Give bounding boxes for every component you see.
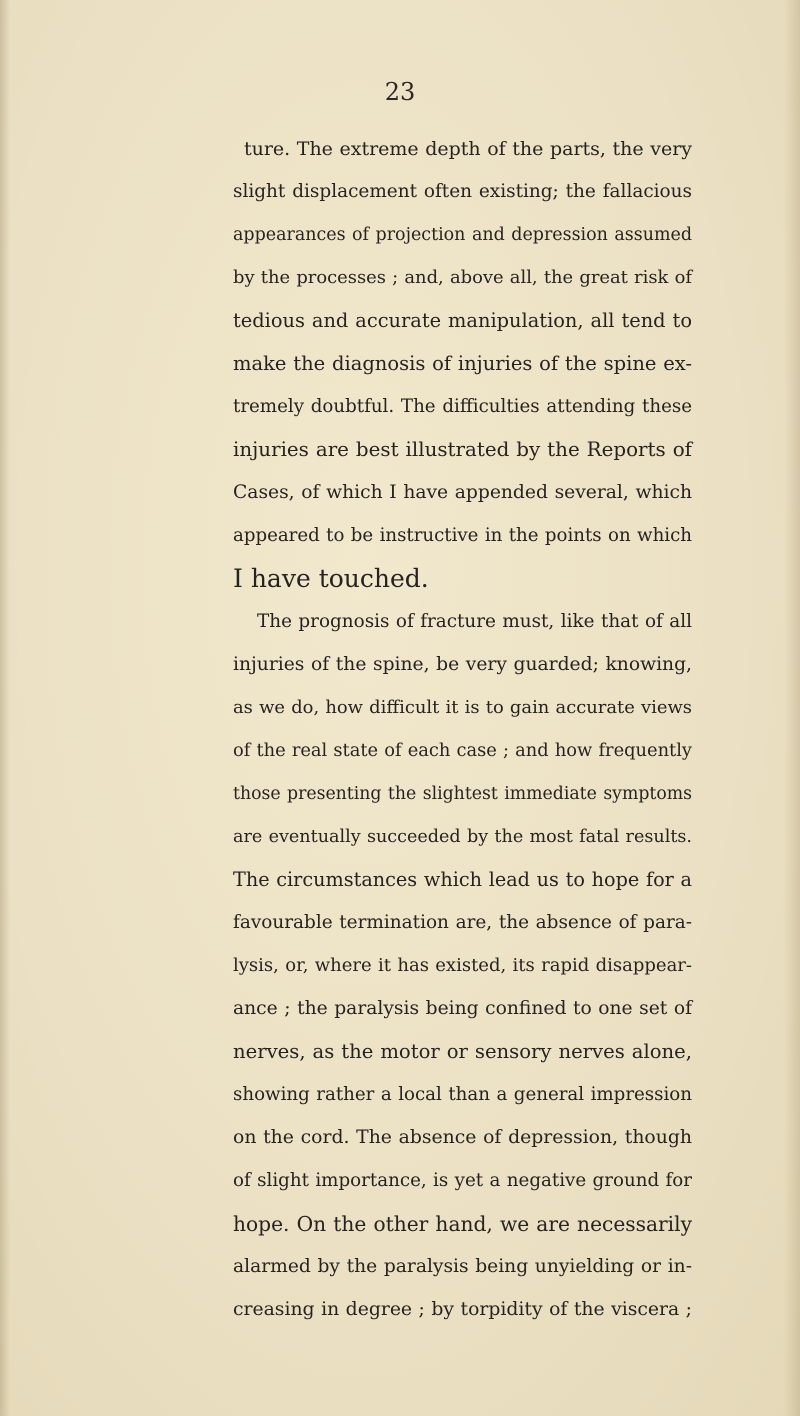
text-line: injuries of the spine, be very guarded; knowing, (233, 654, 692, 675)
text-line: Cases, of which I have appended several, which (233, 482, 692, 503)
text-line: slight displacement often existing; the fallacious (233, 181, 692, 202)
text-line: of the real state of each case ; and how frequently (233, 740, 692, 761)
page-edge (784, 0, 800, 1416)
text-line: showing rather a local than a general impression (233, 1084, 692, 1105)
text-line: alarmed by the paralysis being unyielding or in- (233, 1256, 692, 1277)
text-line: of slight importance, is yet a negative ground for (233, 1170, 692, 1191)
text-line: hope. On the other hand, we are necessarily (233, 1212, 692, 1236)
text-line: lysis, or, where it has existed, its rapid disappear- (233, 955, 692, 976)
text-line: The circumstances which lead us to hope for a (233, 868, 692, 891)
text-line: favourable termination are, the absence of para- (233, 912, 692, 933)
paragraph-first-line: The prognosis of fracture must, like that of all (257, 611, 692, 632)
binding-shadow (0, 0, 10, 1416)
text-line: are eventually succeeded by the most fatal results. (233, 827, 692, 847)
text-line: tremely doubtful. The difficulties attending these (233, 396, 692, 417)
text-line: by the processes ; and, above all, the great risk of (233, 267, 692, 288)
text-line: creasing in degree ; by torpidity of the viscera ; (233, 1299, 692, 1320)
text-line: appearances of projection and depression assumed (233, 225, 692, 245)
text-line: I have touched. (233, 564, 429, 593)
text-line: appeared to be instructive in the points on which (233, 525, 692, 546)
text-line: ture. The extreme depth of the parts, the very (244, 138, 692, 160)
text-line: tedious and accurate manipulation, all tend to (233, 309, 692, 332)
text-line: injuries are best illustrated by the Reports of (233, 438, 692, 461)
text-line: nerves, as the motor or sensory nerves alone, (233, 1040, 692, 1063)
text-line: those presenting the slightest immediate symptoms (233, 784, 692, 804)
text-line: make the diagnosis of injuries of the spine ex- (233, 352, 692, 375)
text-line: ance ; the paralysis being confined to one set of (233, 998, 692, 1019)
text-line: as we do, how difficult it is to gain accurate views (233, 697, 692, 718)
text-line: on the cord. The absence of depression, though (233, 1127, 692, 1148)
page-number: 23 (384, 78, 416, 106)
